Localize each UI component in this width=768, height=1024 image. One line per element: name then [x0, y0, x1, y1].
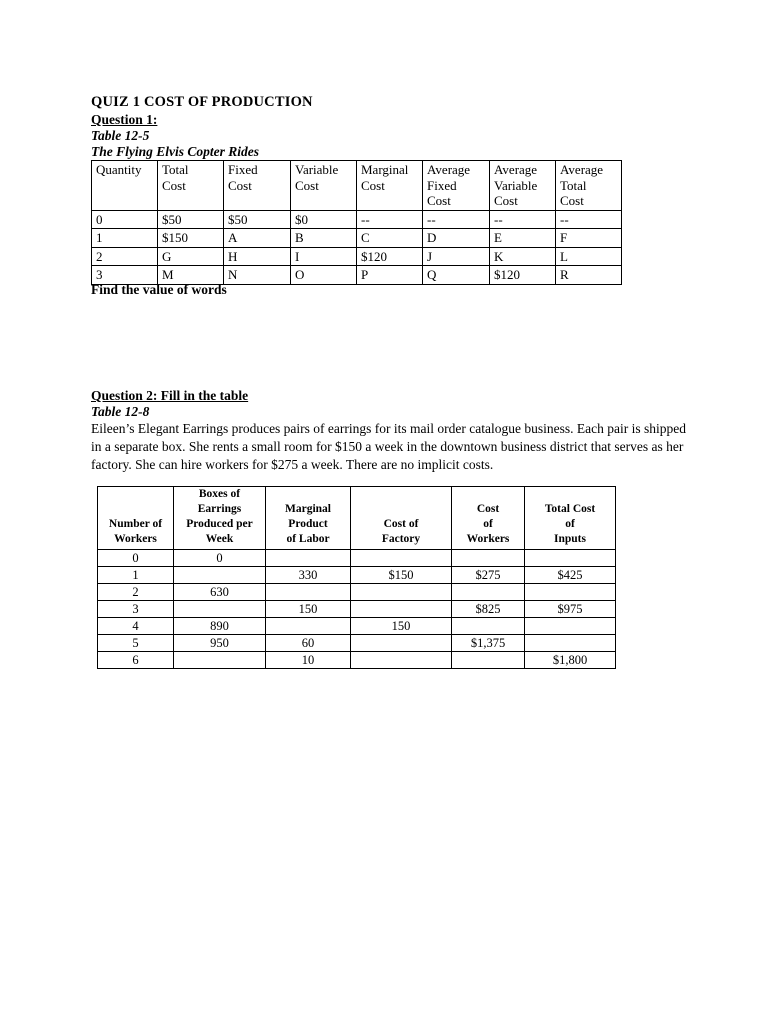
table-12-8-cell: 150	[266, 601, 351, 618]
table-12-5-cell: --	[423, 210, 490, 229]
table-12-8-cell	[174, 567, 266, 584]
table-12-8-cell: 60	[266, 635, 351, 652]
table-12-8-cell: 6	[98, 652, 174, 669]
table-12-8-header-cell: Cost of Workers	[452, 487, 525, 550]
table-12-8-cell	[351, 584, 452, 601]
table-12-8-cell: 150	[351, 618, 452, 635]
table-12-5-row	[92, 210, 622, 229]
table-12-8-cell	[525, 618, 616, 635]
table-12-8-row	[98, 635, 616, 652]
table-12-8-cell	[452, 584, 525, 601]
table-12-8-cell: 0	[174, 550, 266, 567]
table-12-5-header-cell: Total Cost	[158, 161, 224, 211]
table-12-8-cell	[452, 618, 525, 635]
question-2-paragraph: Eileen’s Elegant Earrings produces pairs of earrings for its mail order catalogue business. Each pair is shipped in a separate box. She rents a small room for $150 a week in the downtown business district that serves as her factory. She can hire workers for $275 a week. There are no implicit costs.	[91, 421, 686, 472]
table-12-8-header-cell: Cost of Factory	[351, 487, 452, 550]
table-12-8-cell	[525, 550, 616, 567]
table-12-8-cell	[525, 584, 616, 601]
table-12-8	[97, 486, 616, 669]
table-12-8-header-cell: Number of Workers	[98, 487, 174, 550]
table-12-8-cell: $425	[525, 567, 616, 584]
table-12-8-cell	[266, 550, 351, 567]
table-12-8-cell	[351, 635, 452, 652]
table-12-8-row	[98, 567, 616, 584]
table-12-5-cell: C	[357, 229, 423, 248]
table-12-5-cell: --	[357, 210, 423, 229]
table-12-8-cell	[452, 652, 525, 669]
table-12-8-cell: 3	[98, 601, 174, 618]
table-12-5-cell: 2	[92, 247, 158, 266]
table-12-8-row	[98, 618, 616, 635]
table-12-8-cell	[351, 601, 452, 618]
table-12-8-cell: 2	[98, 584, 174, 601]
table-12-5-row	[92, 229, 622, 248]
table-12-8-cell: 330	[266, 567, 351, 584]
table-12-8-cell: $275	[452, 567, 525, 584]
table-12-5-cell: D	[423, 229, 490, 248]
table-12-8-cell	[174, 601, 266, 618]
table-12-5-cell: M	[158, 266, 224, 285]
table-12-5-cell: P	[357, 266, 423, 285]
table-12-8-cell	[266, 618, 351, 635]
table-12-5-header-cell: Average Fixed Cost	[423, 161, 490, 211]
table-12-8-row	[98, 652, 616, 669]
table-12-5-header-cell: Quantity	[92, 161, 158, 211]
table-12-8-row	[98, 550, 616, 567]
table-12-8-cell: 890	[174, 618, 266, 635]
question-1-instruction: Find the value of words	[91, 282, 227, 297]
table-12-5-header-cell: Marginal Cost	[357, 161, 423, 211]
table-12-5-cell: N	[224, 266, 291, 285]
table-12-5-header-cell: Fixed Cost	[224, 161, 291, 211]
table-12-5-header-cell: Average Total Cost	[556, 161, 622, 211]
table-12-5-header-row	[92, 161, 622, 211]
table-12-5-cell: $0	[291, 210, 357, 229]
table-12-5-row	[92, 247, 622, 266]
table-12-8-row	[98, 584, 616, 601]
table-12-8-cell: $1,800	[525, 652, 616, 669]
table-12-8-label: Table 12-8	[91, 404, 150, 419]
table-12-5-cell: $50	[158, 210, 224, 229]
table-12-5-cell: 3	[92, 266, 158, 285]
table-12-8-header-row	[98, 487, 616, 550]
table-12-5-cell: $50	[224, 210, 291, 229]
table-12-5-cell: Q	[423, 266, 490, 285]
table-12-8-cell: $975	[525, 601, 616, 618]
table-12-5-cell: --	[556, 210, 622, 229]
table-12-8-header-cell: Total Cost of Inputs	[525, 487, 616, 550]
table-12-5-cell: R	[556, 266, 622, 285]
table-12-5-cell: K	[490, 247, 556, 266]
table-12-5-caption: The Flying Elvis Copter Rides	[91, 144, 260, 159]
table-12-5-header-cell: Average Variable Cost	[490, 161, 556, 211]
table-12-5-cell: A	[224, 229, 291, 248]
question-2-heading: Question 2: Fill in the table	[91, 388, 249, 403]
table-12-8-cell: 10	[266, 652, 351, 669]
table-12-8-cell	[174, 652, 266, 669]
table-12-8-cell: 1	[98, 567, 174, 584]
table-12-5	[91, 160, 622, 285]
table-12-5-cell: F	[556, 229, 622, 248]
table-12-5-cell: $120	[490, 266, 556, 285]
question-1-heading: Question 1:	[91, 112, 158, 127]
table-12-5-cell: J	[423, 247, 490, 266]
table-12-8-header-cell: Marginal Product of Labor	[266, 487, 351, 550]
table-12-5-cell: $120	[357, 247, 423, 266]
table-12-8-cell: 950	[174, 635, 266, 652]
table-12-8-cell: 630	[174, 584, 266, 601]
table-12-5-header-cell: Variable Cost	[291, 161, 357, 211]
table-12-8-cell: $150	[351, 567, 452, 584]
table-12-5-cell: G	[158, 247, 224, 266]
table-12-5-cell: 1	[92, 229, 158, 248]
table-12-5-cell: --	[490, 210, 556, 229]
table-12-5-cell: 0	[92, 210, 158, 229]
table-12-8-cell	[266, 584, 351, 601]
table-12-5-label: Table 12-5	[91, 128, 150, 143]
table-12-5-cell: $150	[158, 229, 224, 248]
table-12-5-cell: L	[556, 247, 622, 266]
table-12-5-cell: H	[224, 247, 291, 266]
table-12-5-cell: E	[490, 229, 556, 248]
table-12-8-header-cell: Boxes of Earrings Produced per Week	[174, 487, 266, 550]
table-12-8-cell	[452, 550, 525, 567]
table-12-8-row	[98, 601, 616, 618]
quiz-title: QUIZ 1 COST OF PRODUCTION	[91, 94, 313, 110]
table-12-8-cell	[351, 550, 452, 567]
table-12-5-cell: O	[291, 266, 357, 285]
table-12-8-cell: 5	[98, 635, 174, 652]
table-12-8-cell: $1,375	[452, 635, 525, 652]
table-12-8-cell	[525, 635, 616, 652]
question-1-block	[91, 112, 259, 160]
table-12-5-cell: I	[291, 247, 357, 266]
table-12-8-cell: 0	[98, 550, 174, 567]
table-12-8-cell	[351, 652, 452, 669]
question-2-block	[91, 388, 691, 474]
table-12-5-cell: B	[291, 229, 357, 248]
table-12-8-cell: 4	[98, 618, 174, 635]
table-12-8-cell: $825	[452, 601, 525, 618]
